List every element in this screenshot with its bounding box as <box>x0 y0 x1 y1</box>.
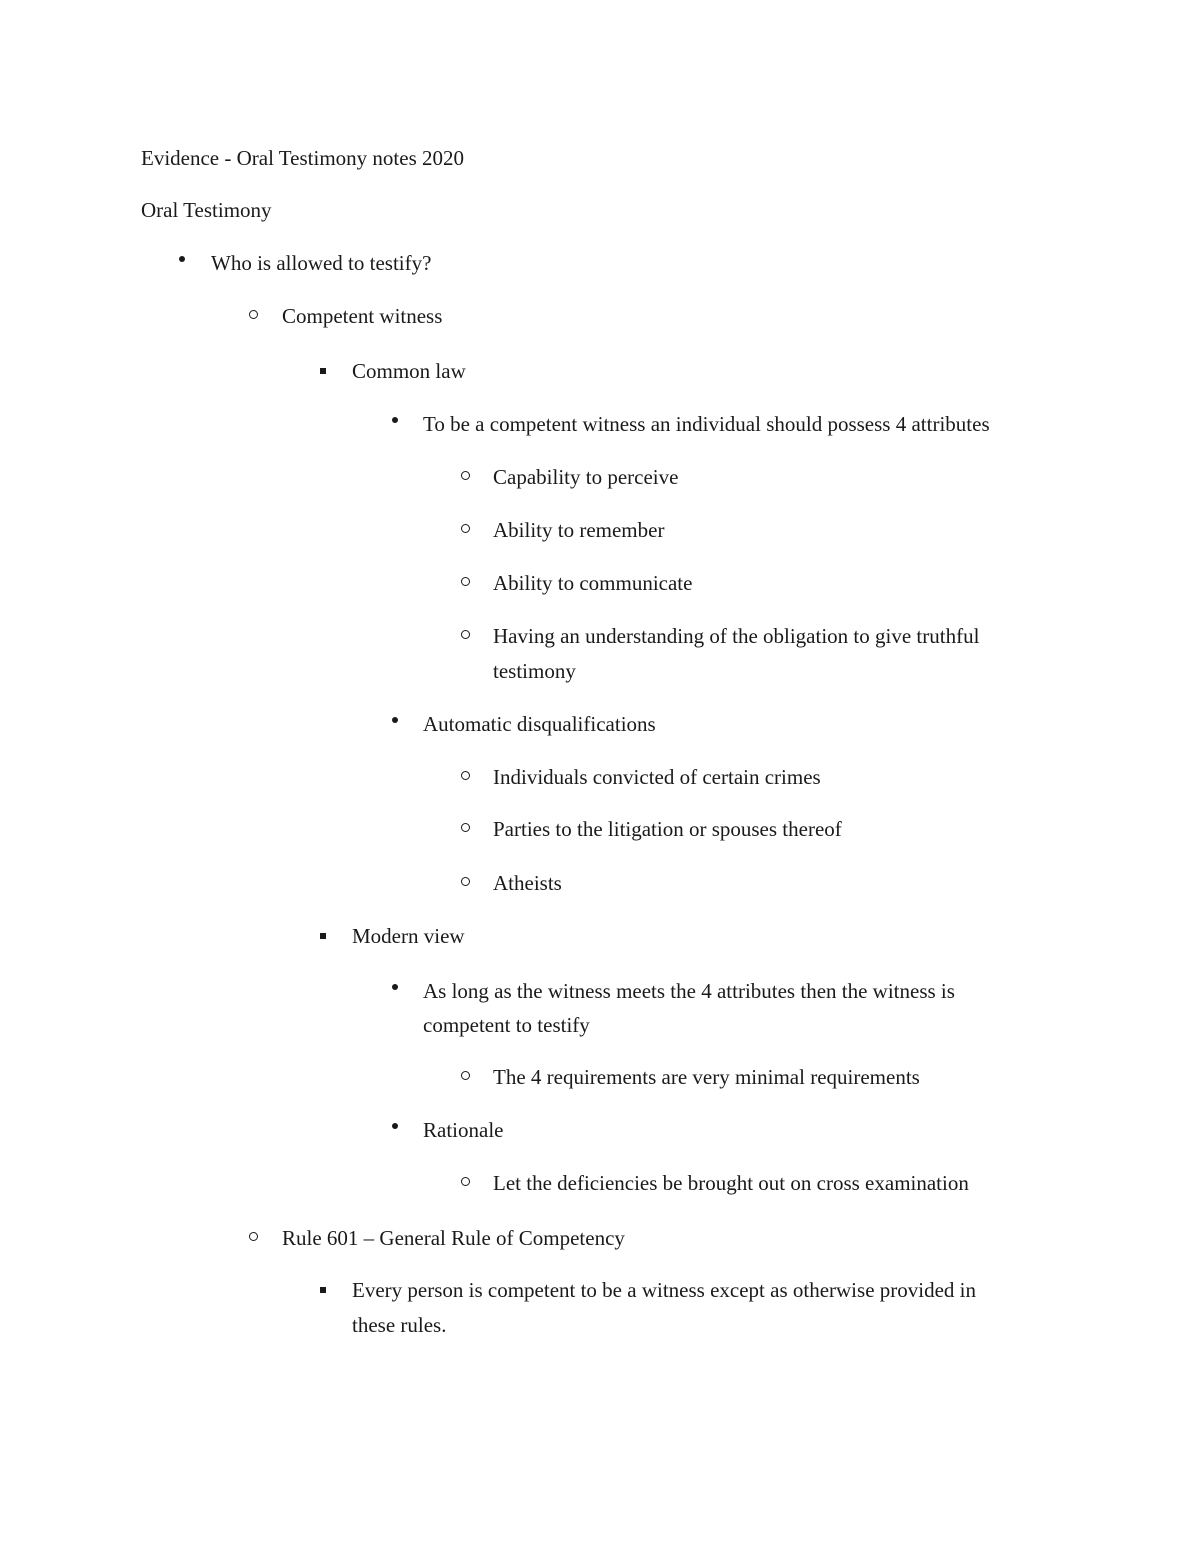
outline-item-attr-perceive: Capability to perceive <box>493 465 679 489</box>
circle-bullet <box>459 566 473 600</box>
disc-bullet <box>388 974 402 1008</box>
circle-bullet <box>459 1060 473 1094</box>
outline-item-who-allowed: Who is allowed to testify? <box>211 251 432 275</box>
disc-bullet <box>388 1113 402 1147</box>
square-bullet <box>317 919 331 953</box>
document-title: Evidence - Oral Testimony notes 2020 <box>141 146 464 170</box>
outline-item-rationale-detail: Let the deficiencies be brought out on cross examination <box>493 1171 969 1195</box>
outline-item-disq-atheists: Atheists <box>493 871 562 895</box>
outline-item-attr-communicate: Ability to communicate <box>493 571 693 595</box>
outline-item-rule-601-text-continued: these rules. <box>352 1313 447 1337</box>
disc-bullet <box>175 246 189 280</box>
disc-bullet <box>388 707 402 741</box>
outline-item-competent-witness: Competent witness <box>282 304 443 328</box>
outline-item-modern-attributes-continued: competent to testify <box>423 1013 590 1037</box>
outline-item-disq-parties: Parties to the litigation or spouses thereof <box>493 817 842 841</box>
outline-item-modern-view: Modern view <box>352 924 465 948</box>
outline-item-rule-601-text: Every person is competent to be a witness except as otherwise provided in <box>352 1278 976 1302</box>
circle-bullet <box>459 460 473 494</box>
circle-bullet <box>459 812 473 846</box>
circle-bullet <box>459 866 473 900</box>
outline-item-modern-attributes: As long as the witness meets the 4 attributes then the witness is <box>423 979 955 1003</box>
circle-bullet <box>247 1221 261 1255</box>
outline-item-rationale: Rationale <box>423 1118 504 1142</box>
square-bullet <box>317 354 331 388</box>
disc-bullet <box>388 407 402 441</box>
outline-item-four-attributes: To be a competent witness an individual should possess 4 attributes <box>423 412 990 436</box>
section-heading: Oral Testimony <box>141 198 272 222</box>
outline-item-minimal-req: The 4 requirements are very minimal requirements <box>493 1065 920 1089</box>
outline-item-attr-truthful-continued: testimony <box>493 659 576 683</box>
outline-item-disq-crimes: Individuals convicted of certain crimes <box>493 765 821 789</box>
circle-bullet <box>459 760 473 794</box>
outline-item-attr-truthful: Having an understanding of the obligation to give truthful <box>493 624 980 648</box>
circle-bullet <box>459 1166 473 1200</box>
outline-item-attr-remember: Ability to remember <box>493 518 665 542</box>
outline-item-rule-601: Rule 601 – General Rule of Competency <box>282 1226 625 1250</box>
circle-bullet <box>247 299 261 333</box>
outline-item-common-law: Common law <box>352 359 466 383</box>
outline-item-auto-disqual: Automatic disqualifications <box>423 712 656 736</box>
square-bullet <box>317 1273 331 1307</box>
circle-bullet <box>459 513 473 547</box>
circle-bullet <box>459 619 473 653</box>
